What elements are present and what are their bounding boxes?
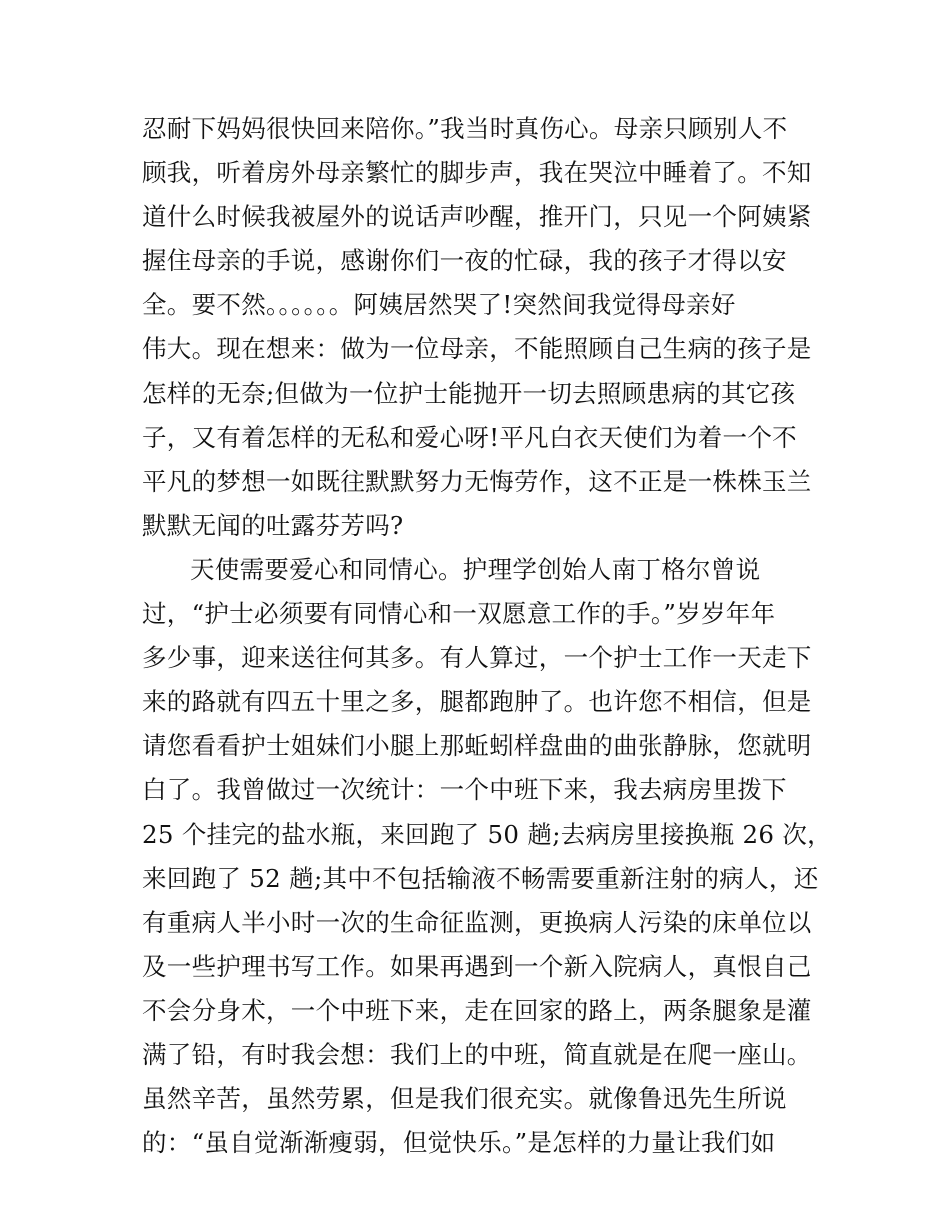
text-line-16: 白了。我曾做过一次统计：一个中班下来，我去病房里拨下	[142, 775, 787, 805]
text-line-5: 全。要不然。。。。。。阿姨居然哭了!突然间我觉得母亲好	[142, 290, 736, 320]
text-line-8: 子，又有着怎样的无私和爱心呀!平凡白衣天使们为着一个不	[142, 422, 797, 452]
text-line-19: 有重病人半小时一次的生命征监测，更换病人污染的床单位以	[142, 907, 812, 937]
text-line-13: 多少事，迎来送往何其多。有人算过，一个护士工作一天走下	[142, 643, 812, 673]
text-line-15: 请您看看护士姐妹们小腿上那蚯蚓样盘曲的曲张静脉，您就明	[142, 731, 812, 761]
text-line-21: 不会分身术，一个中班下来，走在回家的路上，两条腿象是灌	[142, 995, 812, 1025]
paragraph-start-line: 天使需要爱心和同情心。护理学创始人南丁格尔曾说	[190, 554, 761, 584]
text-line-24: 的：“虽自觉渐渐瘦弱，但觉快乐。”是怎样的力量让我们如	[142, 1128, 776, 1158]
text-line-6: 伟大。现在想来：做为一位母亲，不能照顾自己生病的孩子是	[142, 334, 812, 364]
body-text	[142, 107, 832, 1165]
text-line-20: 及一些护理书写工作。如果再遇到一个新入院病人，真恨自己	[142, 951, 812, 981]
text-line-9: 平凡的梦想一如既往默默努力无悔劳作，这不正是一株株玉兰	[142, 466, 812, 496]
text-line-4: 握住母亲的手说，感谢你们一夜的忙碌，我的孩子才得以安	[142, 246, 787, 276]
text-line-3: 道什么时候我被屋外的说话声吵醒，推开门，只见一个阿姨紧	[142, 202, 812, 232]
text-line-17: 25 个挂完的盐水瓶，来回跑了 50 趟;去病房里接换瓶 26 次，	[142, 819, 832, 849]
text-line-22: 满了铅，有时我会想：我们上的中班，简直就是在爬一座山。	[142, 1039, 812, 1069]
text-line-14: 来的路就有四五十里之多，腿都跑肿了。也许您不相信，但是	[142, 687, 812, 717]
text-line-1: 忍耐下妈妈很快回来陪你。”我当时真伤心。母亲只顾别人不	[142, 114, 788, 143]
text-line-10: 默默无闻的吐露芬芳吗?	[142, 510, 404, 540]
text-line-18: 来回跑了 52 趟;其中不包括输液不畅需要重新注射的病人，还	[142, 863, 819, 893]
text-line-12: 过，“护士必须要有同情心和一双愿意工作的手。”岁岁年年	[142, 599, 776, 629]
text-line-7: 怎样的无奈;但做为一位护士能抛开一切去照顾患病的其它孩	[142, 378, 796, 408]
text-line-2: 顾我，听着房外母亲繁忙的脚步声，我在哭泣中睡着了。不知	[142, 158, 812, 188]
text-line-23: 虽然辛苦，虽然劳累，但是我们很充实。就像鲁迅先生所说	[142, 1084, 787, 1114]
